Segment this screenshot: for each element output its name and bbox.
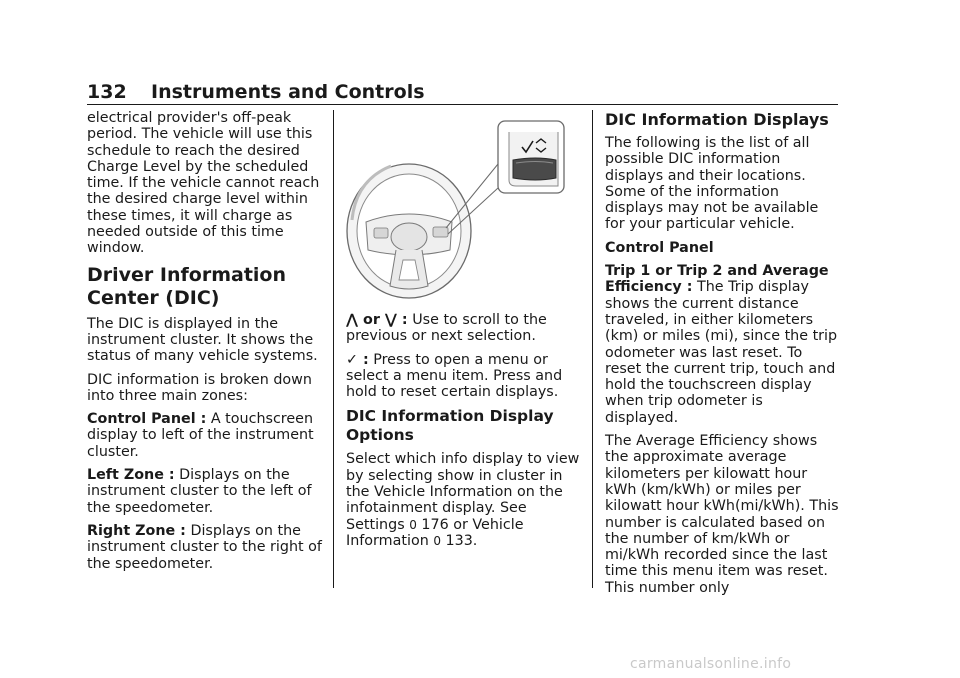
zone-text: Displays on the instrument cluster to the left of the speedometer. — [87, 467, 312, 516]
information-displays-intro: The following is the list of all possible DIC information displays and their locations. Some of the information displays may not be available for your particular vehicle. — [605, 135, 819, 233]
steering-wheel-illustration — [346, 110, 581, 306]
column-1 — [87, 110, 322, 579]
display-options-paragraph — [346, 451, 581, 549]
steering-wheel-icon — [346, 110, 581, 306]
dic-heading: Driver Information Center (DIC) — [87, 263, 286, 309]
dic-zones-paragraph: DIC information is broken down into three main zones: — [87, 371, 312, 404]
page-number: 132 — [87, 81, 127, 103]
page-reference-icon: 0 — [409, 517, 417, 532]
dic-intro-paragraph: The DIC is displayed in the instrument cluster. It shows the status of many vehicle systems. — [87, 315, 318, 365]
information-displays-heading: DIC Information Displays — [605, 110, 829, 129]
column-2 — [346, 110, 581, 556]
scroll-control-description — [346, 312, 581, 345]
zone-item-right-zone — [87, 523, 322, 572]
zone-term: Control Panel : — [87, 411, 207, 428]
or-text: or — [358, 312, 385, 328]
control-panel-label: Control Panel — [605, 239, 714, 256]
watermark: carmanualsonline.info — [630, 656, 792, 672]
display-options-text-c: 133. — [440, 532, 478, 549]
zone-term: Right Zone : — [87, 522, 186, 539]
page-reference-icon: 0 — [433, 533, 441, 548]
select-control-description — [346, 352, 581, 401]
column-divider-2 — [592, 110, 593, 588]
select-text: Press to open a menu or select a menu item. Press and hold to reset certain displays. — [346, 351, 563, 401]
zone-text: A touchscreen display to left of the instrument cluster. — [87, 411, 314, 460]
trip-text: The Trip display shows the current distance traveled, in either kilometers (km) or miles (mi), since the trip odometer was last reset. To reset the current trip, touch and hold the touchscreen display when trip odometer is displayed. — [605, 279, 838, 426]
display-options-text-a: Select which info display to view by selecting show in cluster in the Vehicle Information on the infotainment display. See Settings — [346, 451, 580, 533]
display-options-heading: DIC Information Display Options — [346, 407, 554, 445]
zone-item-control-panel — [87, 411, 322, 460]
section-title: Instruments and Controls — [151, 81, 425, 103]
column-3 — [605, 110, 840, 603]
scroll-colon: : — [396, 312, 408, 328]
header-rule — [87, 104, 838, 105]
average-efficiency-paragraph: The Average Efficiency shows the approximate average kilometers per kilowatt hour kWh (km/kWh) or miles per kilowatt hour kWh(mi/kWh). This number is calculated based on the number of km/kWh or mi/kWh recorded since the last time this menu item was reset. This number only — [605, 433, 839, 596]
chevron-down-icon: ⋁ — [384, 312, 397, 328]
zone-item-left-zone — [87, 467, 322, 516]
checkmark-icon: ✓ — [346, 351, 358, 368]
select-colon: : — [357, 351, 369, 368]
trip-efficiency-item — [605, 263, 840, 426]
display-options-text-b: 176 or Vehicle Information — [346, 516, 524, 549]
continued-paragraph: electrical provider's off-peak period. The vehicle will use this schedule to reach the desired Charge Level by the scheduled time. If the vehicle cannot reach the desired charge level within these times, it will charge as needed outside of this time window. — [87, 110, 320, 257]
page-header — [87, 81, 838, 105]
chevron-up-icon: ⋀ — [346, 312, 359, 328]
trip-term: Trip 1 or Trip 2 and Average Efficiency : — [605, 263, 829, 296]
column-divider-1 — [333, 110, 334, 588]
zone-term: Left Zone : — [87, 467, 175, 484]
zone-text: Displays on the instrument cluster to the right of the speedometer. — [87, 522, 322, 572]
scroll-text: Use to scroll to the previous or next selection. — [346, 312, 547, 345]
